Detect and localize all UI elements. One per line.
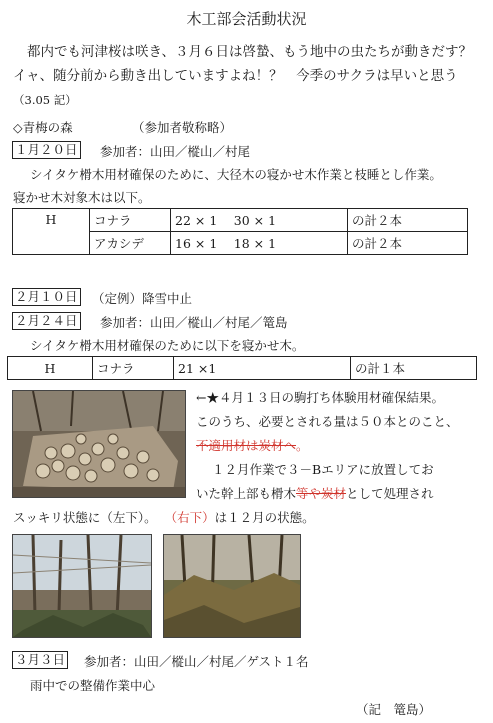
photo-stacked-logs <box>12 390 186 498</box>
section-name: ◇青梅の森 <box>13 120 73 135</box>
entry3-participants: 参加者：山田／樅山／村尾／篭島 <box>100 315 288 330</box>
table-cell-total: の計２本 <box>348 232 468 255</box>
table-cell-area: H <box>8 357 93 380</box>
signature: （記 篭島） <box>356 702 432 717</box>
table-cell-total: の計１本 <box>351 357 477 380</box>
page-title: 木工部会活動状況 <box>186 10 307 28</box>
entry3-line1: シイタケ榾木用材確保のために以下を寝かせ木。 <box>30 338 305 353</box>
intro-paragraph <box>13 40 485 112</box>
entry3-date: ２月２４日 <box>12 312 81 330</box>
photo-cleared-forest <box>12 534 152 638</box>
note-struck-text: 不適用材は炭材へ <box>196 438 297 453</box>
table-cell-total: の計２本 <box>348 209 468 232</box>
table-cell-species: コナラ <box>93 357 174 380</box>
entry4-participants: 参加者：山田／樅山／村尾／ゲスト１名 <box>84 654 309 669</box>
entry2-date: ２月１０日 <box>12 288 81 306</box>
table-cell-sizes: 16 × 1 18 × 1 <box>171 232 348 255</box>
table-row <box>13 209 468 232</box>
note-line4: １２月作業で３－Bエリアに放置してお <box>212 462 434 477</box>
table-cell-species: アカシデ <box>90 232 171 255</box>
table-cell-area: H <box>13 209 90 255</box>
table-cell-sizes: 22 × 1 30 × 1 <box>171 209 348 232</box>
note-struck-text: 等や炭材 <box>296 486 347 501</box>
entry1-line2: 寝かせ木対象木は以下。 <box>13 190 151 205</box>
entry1-participants: 参加者：山田／樅山／村尾 <box>100 144 251 159</box>
note-line5: いた幹上部も榾木等や炭材として処理され <box>196 486 434 501</box>
intro-text: 都内でも河津桜は咲き、３月６日は啓蟄、もう地中の虫たちが動きだす？ イャ、随分前から動き出していますよね！？ 今季のサクラは早いと思う <box>13 44 486 84</box>
note-red-text: （右下） <box>164 510 215 525</box>
table-cell-species: コナラ <box>90 209 171 232</box>
intro-date: （3.05 記） <box>13 93 77 107</box>
table-cell-sizes: 21 ×1 <box>174 357 351 380</box>
note-line1: ←★４月１３日の駒打ち体験用材確保結果。 <box>196 390 444 405</box>
entry3-table <box>7 356 477 380</box>
entry4-date: ３月３日 <box>12 651 68 669</box>
photo-december-state <box>163 534 301 638</box>
entry1-date: １月２０日 <box>12 141 81 159</box>
entry4-line1: 雨中での整備作業中心 <box>30 678 156 693</box>
entry1-line1: シイタケ榾木用材確保のために、大径木の寝かせ木作業と枝睡とし作業。 <box>30 167 442 182</box>
note-line3: 不適用材は炭材へ。 <box>196 438 309 453</box>
note-line2: このうち、必要とされる量は５０本とのこと、 <box>196 414 459 429</box>
entry1-table <box>12 208 468 255</box>
note-line6: スッキリ状態に（左下）。 （右下）は１２月の状態。 <box>13 510 315 525</box>
section-note: （参加者敬称略） <box>132 120 233 135</box>
table-row <box>8 357 477 380</box>
entry2-text: （定例）降雪中止 <box>92 291 193 306</box>
